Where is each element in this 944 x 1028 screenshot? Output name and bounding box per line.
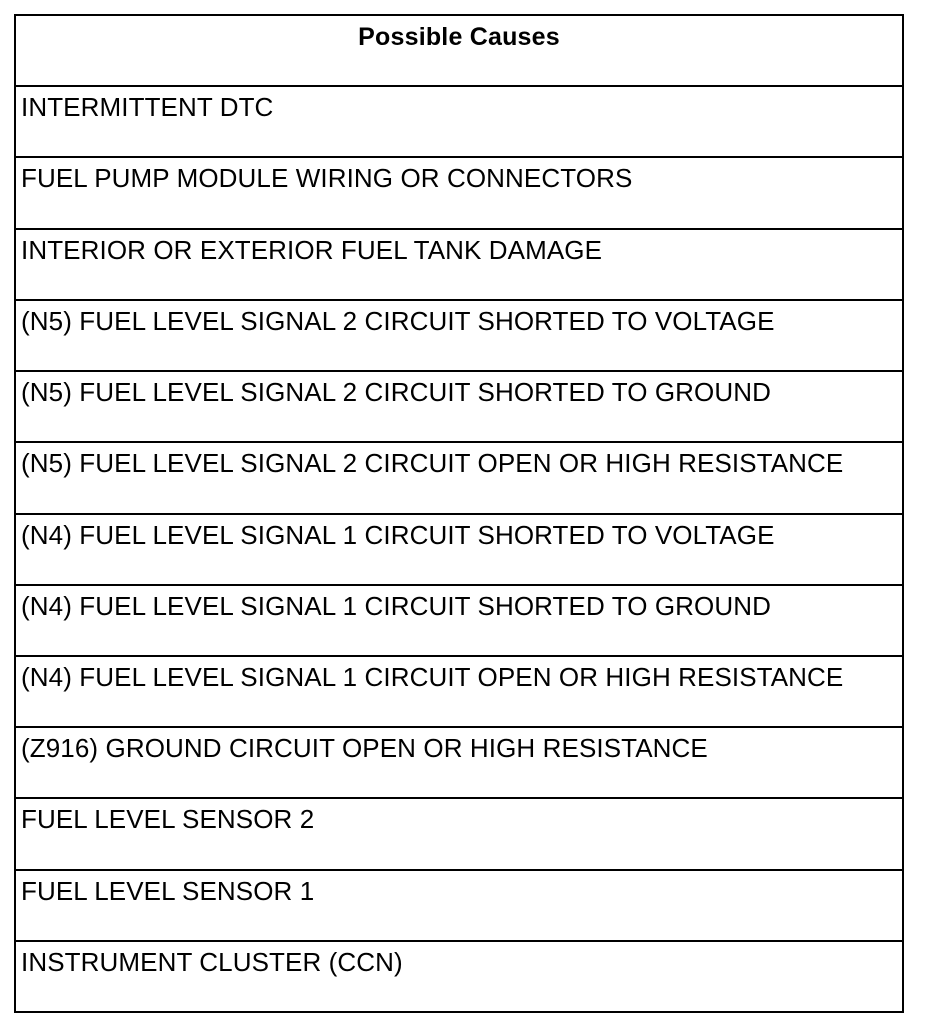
table-header-row xyxy=(16,16,902,85)
table-row xyxy=(16,228,902,299)
table-row xyxy=(16,85,902,156)
table-row xyxy=(16,726,902,797)
table-row xyxy=(16,370,902,441)
table-cell: FUEL LEVEL SENSOR 1 xyxy=(21,875,315,906)
table-cell: (N4) FUEL LEVEL SIGNAL 1 CIRCUIT SHORTED TO VOLTAGE xyxy=(21,519,775,550)
possible-causes-table xyxy=(14,14,904,1013)
table-cell: INSTRUMENT CLUSTER (CCN) xyxy=(21,946,403,977)
table-cell: (Z916) GROUND CIRCUIT OPEN OR HIGH RESISTANCE xyxy=(21,733,708,764)
table-row xyxy=(16,156,902,227)
table-header: Possible Causes xyxy=(358,23,560,51)
table-cell: FUEL PUMP MODULE WIRING OR CONNECTORS xyxy=(21,163,633,194)
table-row xyxy=(16,940,902,1011)
table-cell: (N4) FUEL LEVEL SIGNAL 1 CIRCUIT OPEN OR HIGH RESISTANCE xyxy=(21,661,844,692)
table-cell: FUEL LEVEL SENSOR 2 xyxy=(21,804,315,835)
table-row xyxy=(16,655,902,726)
table-row xyxy=(16,869,902,940)
table-row xyxy=(16,441,902,512)
table-row xyxy=(16,797,902,868)
table-row xyxy=(16,513,902,584)
table-cell: (N4) FUEL LEVEL SIGNAL 1 CIRCUIT SHORTED TO GROUND xyxy=(21,590,772,621)
table-cell: (N5) FUEL LEVEL SIGNAL 2 CIRCUIT SHORTED TO GROUND xyxy=(21,377,772,408)
table-cell: INTERIOR OR EXTERIOR FUEL TANK DAMAGE xyxy=(21,234,603,265)
table-row xyxy=(16,584,902,655)
table-row xyxy=(16,299,902,370)
table-cell: (N5) FUEL LEVEL SIGNAL 2 CIRCUIT OPEN OR HIGH RESISTANCE xyxy=(21,448,844,479)
table-cell: INTERMITTENT DTC xyxy=(21,92,274,123)
table-cell: (N5) FUEL LEVEL SIGNAL 2 CIRCUIT SHORTED TO VOLTAGE xyxy=(21,305,775,336)
